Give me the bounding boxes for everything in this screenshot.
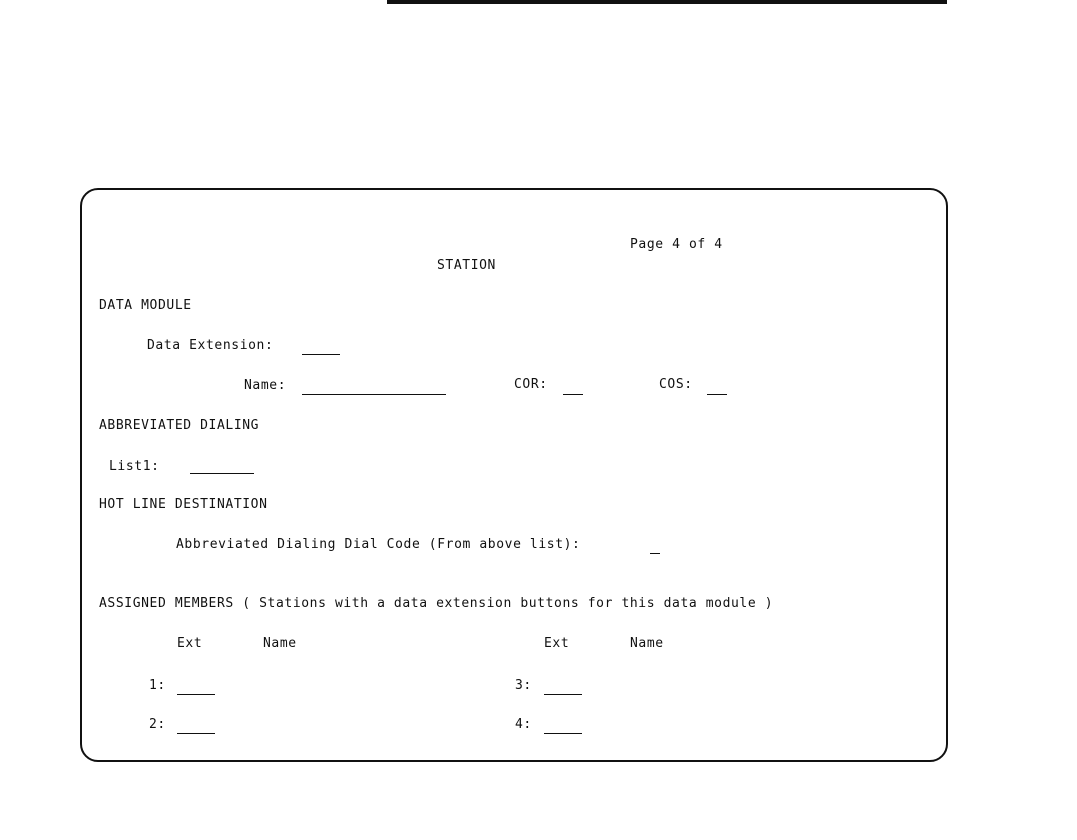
col-ext-left: Ext [177, 636, 203, 651]
cor-field[interactable] [563, 380, 583, 395]
member-row-label: 1: [149, 678, 166, 693]
data-extension-field[interactable] [302, 340, 340, 355]
member-ext-field-1[interactable] [177, 680, 215, 695]
col-name-right: Name [630, 636, 664, 651]
member-row-label: 2: [149, 717, 166, 732]
list1-field[interactable] [190, 459, 254, 474]
cos-field[interactable] [707, 380, 727, 395]
data-module-heading: DATA MODULE [99, 298, 192, 313]
cos-label: COS: [659, 377, 693, 392]
data-extension-label: Data Extension: [147, 338, 274, 353]
assigned-members-heading: ASSIGNED MEMBERS ( Stations with a data extension buttons for this data module ) [99, 596, 774, 611]
member-ext-field-3[interactable] [544, 680, 582, 695]
col-ext-right: Ext [544, 636, 570, 651]
name-label: Name: [244, 378, 287, 393]
member-ext-field-2[interactable] [177, 719, 215, 734]
page-indicator: Page 4 of 4 [630, 237, 723, 252]
hot-line-heading: HOT LINE DESTINATION [99, 497, 268, 512]
cor-label: COR: [514, 377, 548, 392]
abbreviated-dialing-heading: ABBREVIATED DIALING [99, 418, 260, 433]
dial-code-label: Abbreviated Dialing Dial Code (From above list): [176, 537, 581, 552]
list1-label: List1: [109, 459, 160, 474]
station-form-screen [80, 188, 948, 762]
name-field[interactable] [302, 380, 446, 395]
member-row-label: 3: [515, 678, 532, 693]
dial-code-field[interactable] [650, 539, 660, 554]
member-ext-field-4[interactable] [544, 719, 582, 734]
member-row-label: 4: [515, 717, 532, 732]
page-title: STATION [437, 258, 496, 273]
top-rule [387, 0, 947, 4]
col-name-left: Name [263, 636, 297, 651]
